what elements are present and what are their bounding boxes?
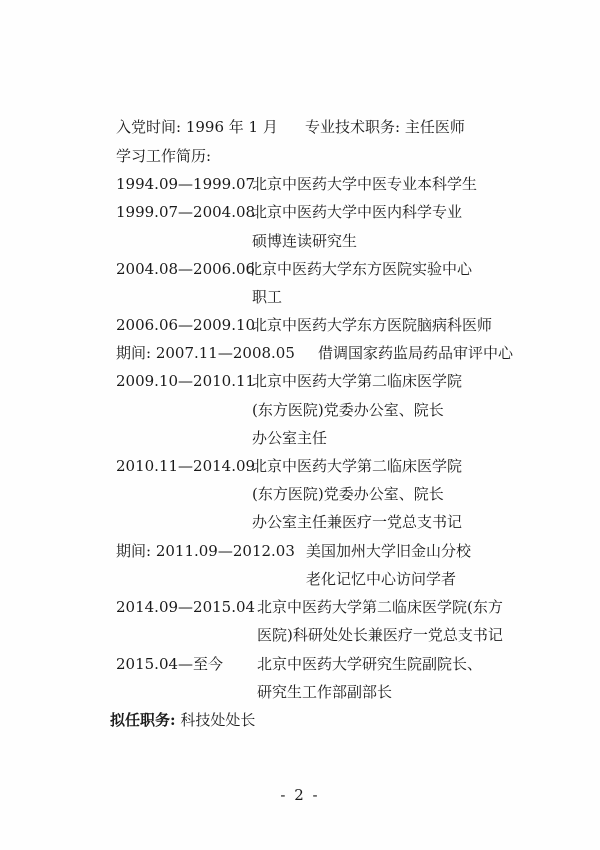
entry-line: 北京中医药大学第二临床医学院 [252,372,463,390]
entry-line: 北京中医药大学研究生院副院长、 [257,655,483,673]
party-label: 入党时间: [116,118,182,136]
entry-line: 老化记忆中心访问学者 [306,570,457,588]
proposed-line [110,710,255,730]
party-line [116,117,278,137]
entry-line: 北京中医药大学东方医院实验中心 [247,260,473,278]
entry-line: 美国加州大学旧金山分校 [306,542,472,560]
entry-period: 2010.11—2014.09 [116,457,256,475]
entry-period: 2006.06—2009.10 [116,316,256,334]
title-label: 专业技术职务: [305,118,401,136]
entry-period: 期间: 2011.09—2012.03 [116,542,295,560]
entry-line: 北京中医药大学东方医院脑病科医师 [252,316,493,334]
entry-period: 1999.07—2004.08 [116,203,256,221]
entry-line: 研究生工作部副部长 [257,683,393,701]
entry-line: 医院)科研处处长兼医疗一党总支书记 [257,626,503,644]
entry-line: 职工 [252,288,283,306]
entry-period: 2014.09—2015.04 [116,598,256,616]
entry-line: (东方医院)党委办公室、院长 [252,401,444,419]
entry-line: 北京中医药大学中医内科学专业 [252,203,463,221]
entry-line: (东方医院)党委办公室、院长 [252,485,444,503]
resume-heading: 学习工作简历: [116,147,212,165]
proposed-value: 科技处处长 [180,711,256,729]
page-number: - 2 - [280,786,320,804]
entry-line: 北京中医药大学中医专业本科学生 [252,175,478,193]
entry-period: 1994.09—1999.07 [116,175,256,193]
entry-line: 北京中医药大学第二临床医学院(东方 [257,598,503,616]
proposed-label: 拟任职务: [110,711,176,729]
entry-line: 硕博连读研究生 [252,232,358,250]
title-value: 主任医师 [404,118,465,136]
entry-period: 2009.10—2010.11 [116,372,256,390]
title-line [305,117,465,137]
entry-line: 借调国家药监局药品审评中心 [318,344,514,362]
entry-period: 期间: 2007.11—2008.05 [116,344,295,362]
entry-period: 2015.04—至今 [116,655,224,673]
entry-line: 北京中医药大学第二临床医学院 [252,457,463,475]
entry-period: 2004.08—2006.06 [116,260,256,278]
entry-line: 办公室主任 [252,429,328,447]
party-date: 1996 年 1 月 [185,118,278,136]
entry-line: 办公室主任兼医疗一党总支书记 [252,513,463,531]
